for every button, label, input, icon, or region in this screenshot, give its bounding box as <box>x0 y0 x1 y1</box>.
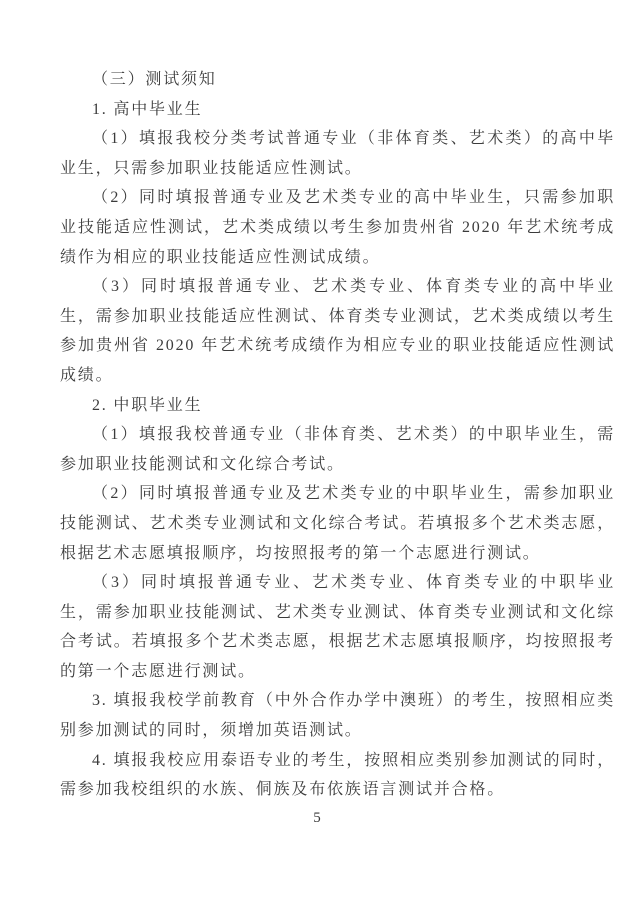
paragraph: （1）填报我校分类考试普通专业（非体育类、艺术类）的高中毕业生，只需参加职业技能适应性测试。 <box>60 130 615 177</box>
paragraph: （2）同时填报普通专业及艺术类专业的中职毕业生，需参加职业技能测试、艺术类专业测试和文化综合考试。若填报多个艺术类志愿，根据艺术志愿填报顺序，均按照报考的第一个志愿进行测试。 <box>60 485 615 562</box>
document-content <box>60 65 615 805</box>
paragraph: 4. 填报我校应用泰语专业的考生，按照相应类别参加测试的同时，需参加我校组织的水族、侗族及布依族语言测试并合格。 <box>60 751 615 799</box>
section-heading: （三）测试须知 <box>92 71 217 88</box>
paragraph: 3. 填报我校学前教育（中外合作办学中澳班）的考生，按照相应类别参加测试的同时，须增加英语测试。 <box>60 692 615 740</box>
paragraph: （3）同时填报普通专业、艺术类专业、体育类专业的中职毕业生，需参加职业技能测试、艺术类专业测试、体育类专业测试和文化综合考试。若填报多个艺术类志愿，根据艺术志愿填报顺序，均按照报考的第一个志愿进行测试。 <box>60 574 615 680</box>
paragraph: （2）同时填报普通专业及艺术类专业的高中毕业生，只需参加职业技能适应性测试，艺术类成绩以考生参加贵州省 2020 年艺术统考成绩作为相应的职业技能适应性测试成绩。 <box>60 189 615 266</box>
paragraph-list <box>60 95 615 805</box>
paragraph: （1）填报我校普通专业（非体育类、艺术类）的中职毕业生，需参加职业技能测试和文化综合考试。 <box>60 426 615 473</box>
paragraph: （3）同时填报普通专业、艺术类专业、体育类专业的高中毕业生，需参加职业技能适应性测试、体育类专业测试，艺术类成绩以考生参加贵州省 2020 年艺术统考成绩作为相应专业的职业技能适应性测试成绩。 <box>60 278 615 384</box>
page-number: 5 <box>313 810 321 826</box>
paragraph: 1. 高中毕业生 <box>92 100 203 118</box>
paragraph: 2. 中职毕业生 <box>92 396 203 414</box>
